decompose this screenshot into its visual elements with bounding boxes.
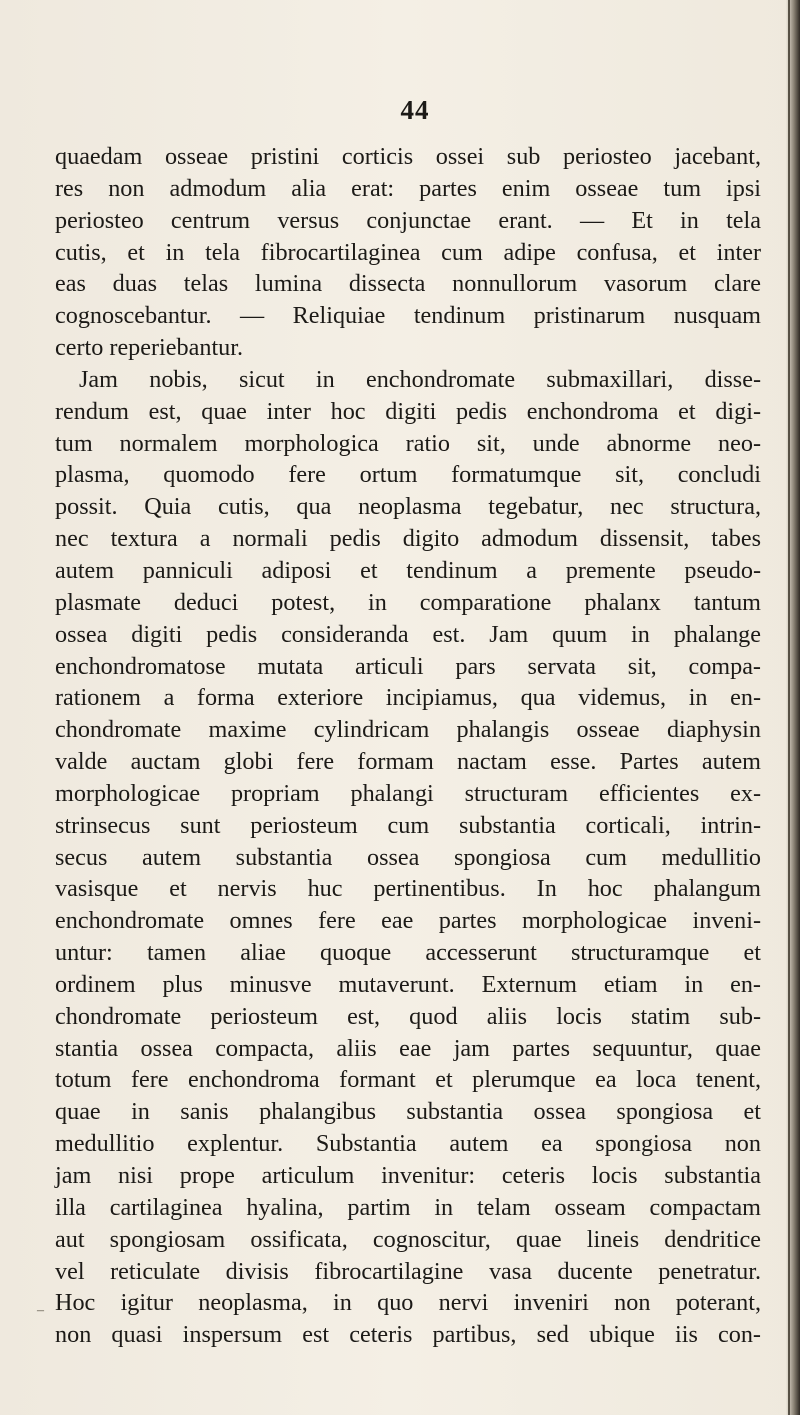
text-line: ossea digiti pedis consideranda est. Jam quum in phalange — [55, 620, 761, 648]
text-line: rendum est, quae inter hoc digiti pedis enchondroma et digi- — [55, 397, 761, 425]
text-line: periosteo centrum versus conjunctae erant. — Et in tela — [55, 206, 761, 234]
text-line: chondromate periosteum est, quod aliis locis statim sub- — [55, 1002, 761, 1030]
text-line: non quasi inspersum est ceteris partibus, sed ubique iis con- — [55, 1321, 761, 1349]
text-line: cutis, et in tela fibrocartilaginea cum adipe confusa, et inter — [55, 238, 761, 266]
text-line: secus autem substantia ossea spongiosa cum medullitio — [55, 843, 761, 871]
text-line: autem panniculi adiposi et tendinum a premente pseudo- — [55, 556, 761, 584]
text-line: stantia ossea compacta, aliis eae jam partes sequuntur, quae — [55, 1034, 761, 1062]
text-line: eas duas telas lumina dissecta nonnullorum vasorum clare — [55, 270, 761, 298]
page-number: 44 — [400, 95, 430, 125]
text-line: quaedam osseae pristini corticis ossei sub periosteo jacebant, — [55, 143, 761, 170]
text-line: plasmate deduci potest, in comparatione phalanx tantum — [55, 588, 761, 616]
text-line: ordinem plus minusve mutaverunt. Externum etiam in en- — [55, 970, 761, 998]
text-line: cognoscebantur. — Reliquiae tendinum pristinarum nusquam — [55, 302, 761, 330]
text-line: Jam nobis, sicut in enchondromate submaxillari, disse- — [79, 365, 761, 393]
text-line: untur: tamen aliae quoque accesserunt structuramque et — [55, 939, 761, 967]
text-line: possit. Quia cutis, qua neoplasma tegebatur, nec structura, — [55, 493, 761, 521]
text-line: enchondromate omnes fere eae partes morphologicae inveni- — [55, 907, 761, 935]
text-line: illa cartilaginea hyalina, partim in telam osseam compactam — [55, 1193, 761, 1221]
body-text — [55, 141, 761, 1351]
text-line: vasisque et nervis huc pertinentibus. In hoc phalangum — [55, 875, 761, 903]
text-line: jam nisi prope articulum invenitur: ceteris locis substantia — [55, 1162, 761, 1189]
text-line: chondromate maxime cylindricam phalangis osseae diaphysin — [55, 716, 761, 744]
text-line: aut spongiosam ossificata, cognoscitur, quae lineis dendritice — [55, 1225, 761, 1253]
text-line: totum fere enchondroma formant et plerumque ea loca tenent, — [55, 1066, 761, 1094]
text-line: Hoc igitur neoplasma, in quo nervi inveniri non poterant, — [55, 1289, 761, 1317]
text-line: rationem a forma exteriore incipiamus, qua videmus, in en- — [55, 684, 761, 712]
text-line: tum normalem morphologica ratio sit, unde abnorme neo- — [55, 429, 761, 457]
text-line: strinsecus sunt periosteum cum substantia corticali, intrin- — [55, 811, 761, 839]
text-line: certo reperiebantur. — [55, 334, 244, 362]
text-line: plasma, quomodo fere ortum formatumque sit, concludi — [55, 461, 761, 489]
text-line: valde auctam globi fere formam nactam esse. Partes autem — [55, 748, 761, 776]
text-line: vel reticulate divisis fibrocartilagine vasa ducente penetratur. — [55, 1257, 761, 1285]
text-line: morphologicae propriam phalangi structuram efficientes ex- — [55, 779, 761, 807]
text-line: enchondromatose mutata articuli pars servata sit, compa- — [55, 652, 761, 680]
text-line: quae in sanis phalangibus substantia ossea spongiosa et — [55, 1098, 761, 1126]
margin-dash-mark: – — [37, 1303, 44, 1318]
text-line: nec textura a normali pedis digito admodum dissensit, tabes — [55, 525, 761, 553]
text-line: medullitio explentur. Substantia autem ea spongiosa non — [55, 1130, 761, 1158]
page-edge-shadow — [786, 0, 800, 1415]
text-line: res non admodum alia erat: partes enim osseae tum ipsi — [55, 174, 761, 202]
